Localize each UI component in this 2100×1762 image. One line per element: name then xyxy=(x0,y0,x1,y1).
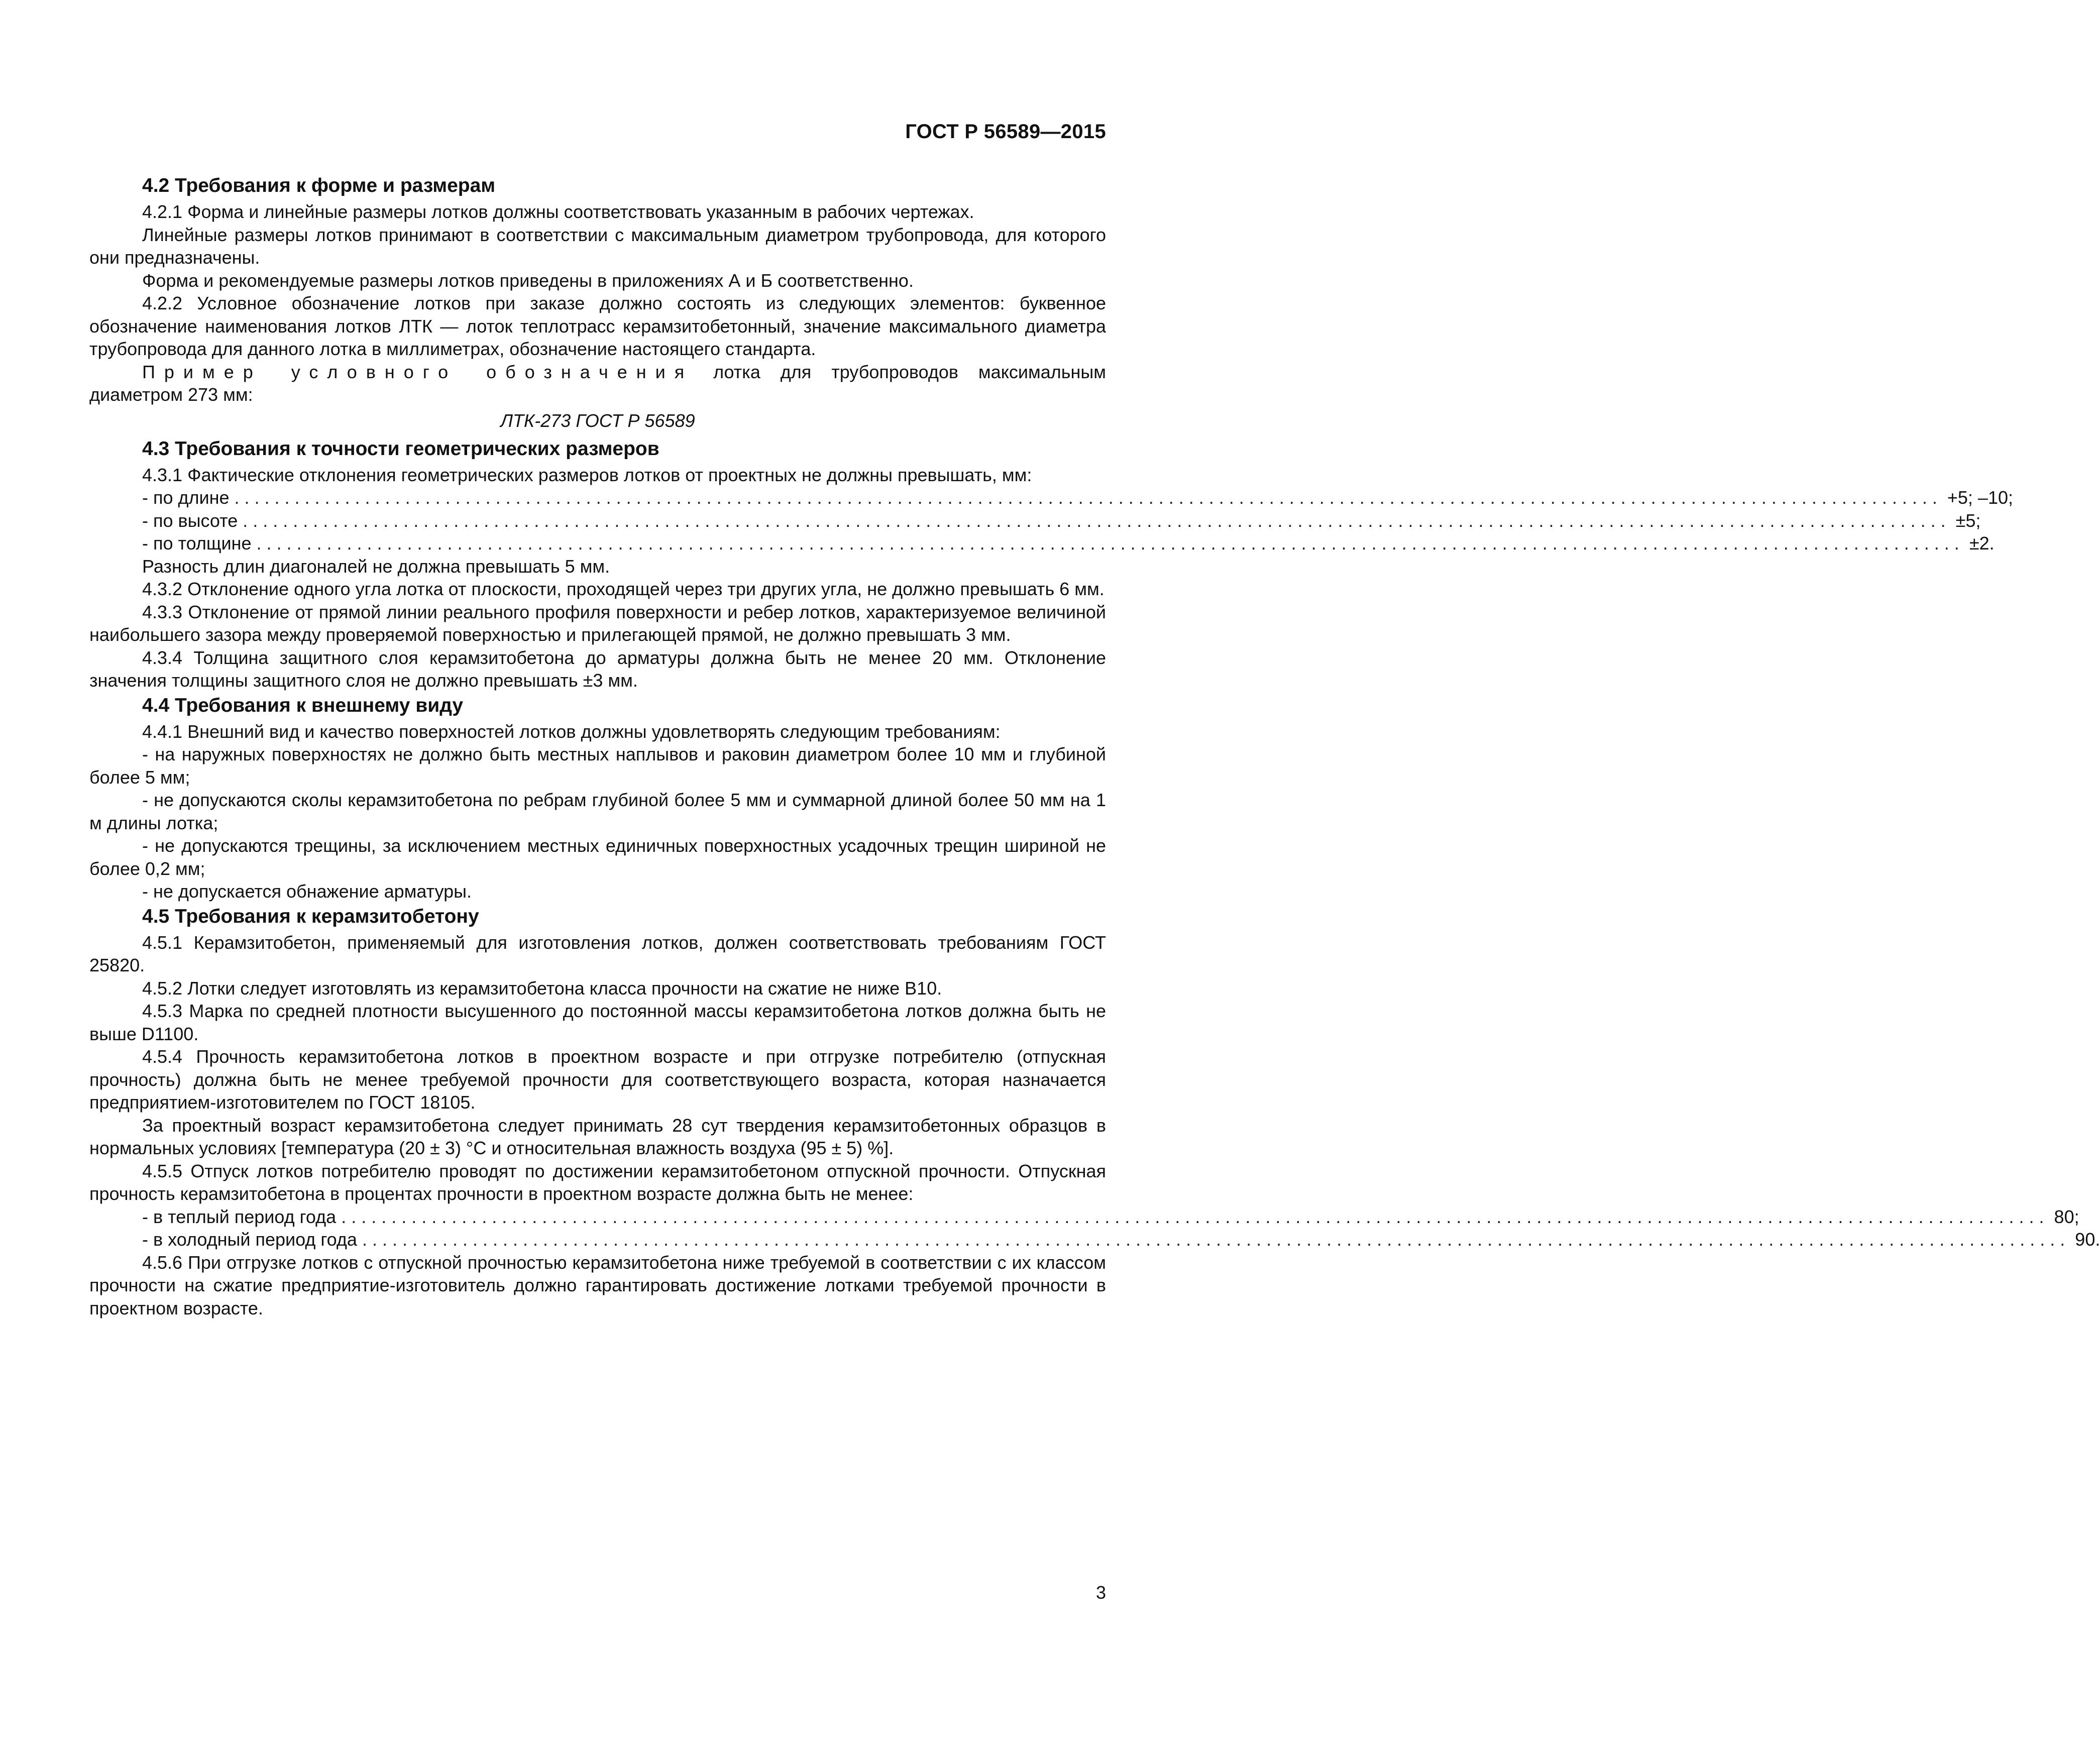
section-heading-4-2: 4.2 Требования к форме и размерам xyxy=(142,175,496,196)
section-heading-4-5: 4.5 Требования к керамзитобетону xyxy=(142,905,479,927)
section-heading-4-3: 4.3 Требования к точности геометрических размеров xyxy=(142,437,659,460)
example-paragraph xyxy=(89,361,1106,406)
example-text: лотка для трубопроводов максимальным диаметром 273 мм: xyxy=(89,361,1106,405)
period-value: 90. xyxy=(2075,1229,2100,1250)
list-item: - на наружных поверхностях не должно быть местных наплывов и раковин диаметром более 10 мм и глубиной более 5 мм; xyxy=(89,744,1106,788)
paragraph: За проектный возраст керамзитобетона следует принимать 28 сут твердения керамзитобетонных образцов в нормальных условиях [температура (20 ± 3) °С и относительная влажность воздуха (95 ± 5) %]. xyxy=(89,1115,1106,1158)
strength-row xyxy=(89,1228,2100,1251)
page-number: 3 xyxy=(1095,1582,1106,1603)
clause-4-3-1: 4.3.1 Фактические отклонения геометрических размеров лотков от проектных не должны превышать, мм: xyxy=(142,464,1032,485)
paragraph: Линейные размеры лотков принимают в соответствии с максимальным диаметром трубопровода, для которого они предназначены. xyxy=(89,224,1106,268)
clause-4-5-6: 4.5.6 При отгрузке лотков с отпускной прочностью керамзитобетона ниже требуемой в соответствии с их классом прочности на сжатие предприятие-изготовитель должно гарантировать достижение лотками требуемой прочности в проектном возрасте. xyxy=(89,1252,1106,1318)
clause-4-5-4: 4.5.4 Прочность керамзитобетона лотков в проектном возрасте и при отгрузке потребителю (отпускная прочность) должна быть не менее требуемой прочности для соответствующего возраста, которая назначается предприятием-изготовителем по ГОСТ 18105. xyxy=(89,1046,1106,1113)
tolerance-value: ±2. xyxy=(1969,533,1995,554)
leader-dots: .......................................................................................................................................................................... xyxy=(234,487,1942,508)
strength-row xyxy=(89,1205,2079,1229)
tolerance-row xyxy=(89,486,2013,509)
tolerance-row xyxy=(89,532,1995,555)
document-body xyxy=(89,172,2100,1319)
section-heading-4-4: 4.4 Требования к внешнему виду xyxy=(142,694,464,716)
clause-4-3-2: 4.3.2 Отклонение одного угла лотка от плоскости, проходящей через три других угла, не должно превышать 6 мм. xyxy=(142,579,1104,599)
clause-4-4-1: 4.4.1 Внешний вид и качество поверхностей лотков должны удовлетворять следующим требованиям: xyxy=(142,721,1001,742)
clause-4-3-3: 4.3.3 Отклонение от прямой линии реального профиля поверхности и ребер лотков, характеризуемое величиной наибольшего зазора между проверяемой поверхностью и прилегающей прямой, не должно превышать 3 мм. xyxy=(89,601,1106,645)
clause-4-5-3: 4.5.3 Марка по средней плотности высушенного до постоянной массы керамзитобетона лотков должна быть не выше D1100. xyxy=(89,1001,1106,1044)
example-designation: ЛТК-273 ГОСТ Р 56589 xyxy=(500,410,695,431)
period-value: 80; xyxy=(2054,1206,2079,1227)
period-label: - в холодный период года xyxy=(142,1229,357,1250)
example-label: Пример условного обозначения xyxy=(142,361,694,382)
leader-dots: .......................................................................................................................................................................... xyxy=(362,1229,2070,1250)
paragraph: Форма и рекомендуемые размеры лотков приведены в приложениях А и Б соответственно. xyxy=(142,270,914,291)
leader-dots: .......................................................................................................................................................................... xyxy=(243,510,1951,531)
leader-dots: .......................................................................................................................................................................... xyxy=(341,1206,2049,1227)
list-item: - не допускаются сколы керамзитобетона по ребрам глубиной более 5 мм и суммарной длиной более 50 мм на 1 м длины лотка; xyxy=(89,790,1106,833)
tolerance-label: - по толщине xyxy=(142,533,252,554)
tolerance-label: - по высоте xyxy=(142,510,238,531)
paragraph: Разность длин диагоналей не должна превышать 5 мм. xyxy=(142,556,610,577)
list-item: - не допускаются трещины, за исключением местных единичных поверхностных усадочных трещин шириной не более 0,2 мм; xyxy=(89,835,1106,879)
clause-4-5-5: 4.5.5 Отпуск лотков потребителю проводят по достижении керамзитобетоном отпускной прочности. Отпускная прочность керамзитобетона в процентах прочности в проектном возрасте должна быть не менее: xyxy=(89,1160,1106,1204)
list-item: - не допускается обнажение арматуры. xyxy=(142,881,472,902)
clause-4-3-4: 4.3.4 Толщина защитного слоя керамзитобетона до арматуры должна быть не менее 20 мм. Отклонение значения толщины защитного слоя не должно превышать ±3 мм. xyxy=(89,647,1106,691)
document-code: ГОСТ Р 56589—2015 xyxy=(905,121,1106,143)
tolerance-value: ±5; xyxy=(1955,510,1981,531)
tolerance-value: +5; –10; xyxy=(1947,487,2013,508)
tolerance-row xyxy=(89,509,1981,532)
leader-dots: .......................................................................................................................................................................... xyxy=(256,533,1964,554)
clause-4-5-1: 4.5.1 Керамзитобетон, применяемый для изготовления лотков, должен соответствовать требованиям ГОСТ 25820. xyxy=(89,932,1106,975)
tolerance-label: - по длине xyxy=(142,487,230,508)
clause-4-2-1: 4.2.1 Форма и линейные размеры лотков должны соответствовать указанным в рабочих чертежах. xyxy=(142,201,974,222)
clause-4-2-2: 4.2.2 Условное обозначение лотков при заказе должно состоять из следующих элементов: буквенное обозначение наименования лотков ЛТК — лоток теплотрасс керамзитобетонный, значение максимального диаметра трубопровода для данного лотка в миллиметрах, обозначение настоящего стандарта. xyxy=(89,293,1106,359)
clause-4-5-2: 4.5.2 Лотки следует изготовлять из керамзитобетона класса прочности на сжатие не ниже В10. xyxy=(142,977,942,999)
period-label: - в теплый период года xyxy=(142,1206,337,1227)
